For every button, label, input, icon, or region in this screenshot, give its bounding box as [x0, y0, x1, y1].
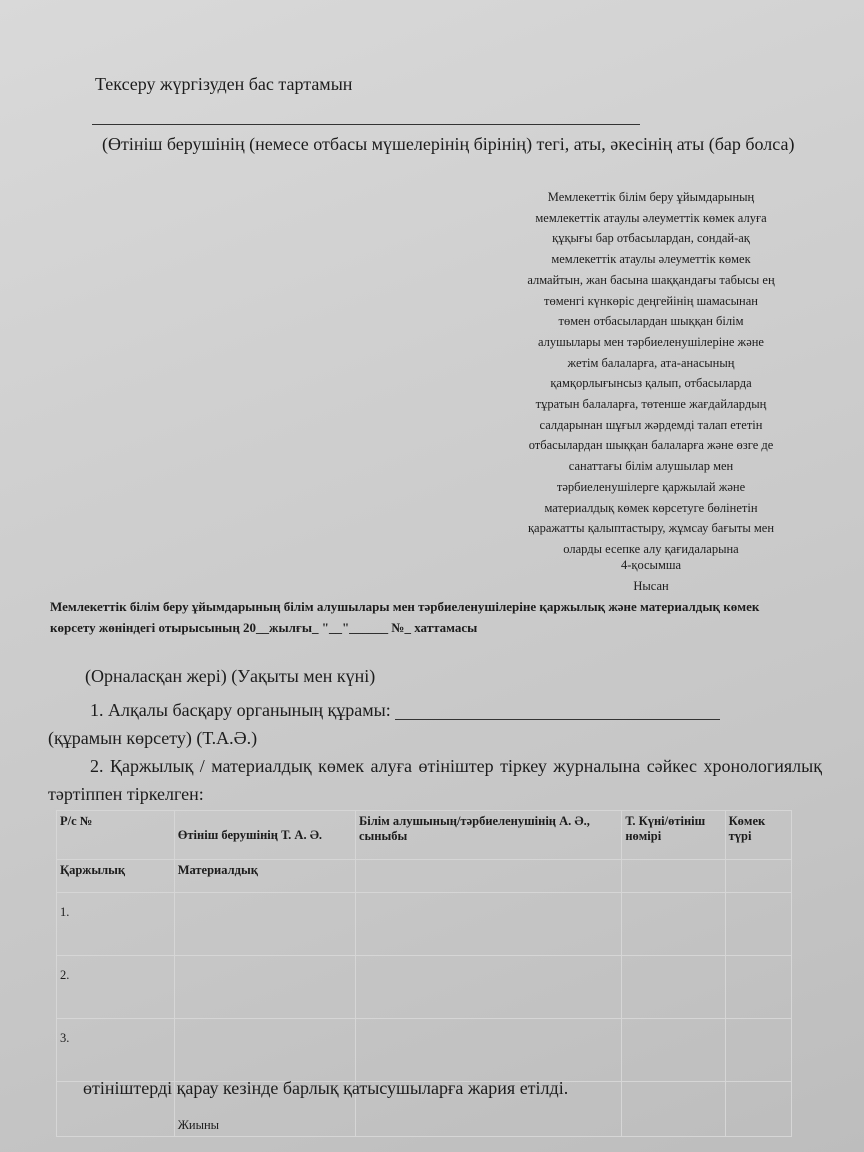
section-2-text: 2. Қаржылық / материалдық көмек алуға өтініштер тіркеу журналына сәйкес хронологиялық тәртіппен тіркелген:: [48, 756, 822, 804]
approval-line: қаражатты қалыптастыру, жұмсау бағыты мен: [527, 521, 775, 536]
row-number: 3.: [57, 1019, 175, 1082]
table-row: [57, 956, 792, 1019]
section-1-composition: [48, 696, 810, 752]
header-date: Т. Күні/өтініш нөмірі: [622, 811, 725, 860]
protocol-title: Мемлекеттік білім беру ұйымдарының білім алушылары мен тәрбиеленушілеріне қаржылық және материалдық көмек көрсету жөніндегі отырысының 20__жылғы_ "__"______ №_ хаттамасы: [50, 599, 760, 635]
disclosure-statement: өтініштерді қарау кезінде барлық қатысушыларға жария етілді.: [83, 1078, 569, 1098]
approval-line: мемлекеттік атаулы әлеуметтік көмек алуға: [535, 210, 767, 225]
approval-line: қамқорлығынсыз қалып, отбасыларда: [550, 376, 752, 391]
header-no: Р/с №: [57, 811, 175, 860]
row-number: 2.: [57, 956, 175, 1019]
approval-line: мемлекеттік атаулы әлеуметтік көмек: [551, 252, 751, 267]
approval-line: оларды есепке алу қағидаларына: [563, 541, 739, 556]
composition-blank: [395, 701, 720, 720]
approval-line: алушылары мен тәрбиеленушілеріне және: [538, 334, 764, 349]
approval-line: төменгі күнкөріс деңгейінің шамасынан: [544, 293, 758, 308]
row-number: 1.: [57, 893, 175, 956]
annex-number: 4-қосымша: [620, 558, 682, 572]
subheader-material: Материалдық: [174, 860, 355, 893]
approval-line: төмен отбасылардан шыққан білім: [558, 314, 744, 329]
header-student: Білім алушының/тәрбиеленушінің А. Ә., сыныбы: [356, 811, 622, 860]
location-datetime-line: (Орналасқан жері) (Уақыты мен күні): [85, 666, 376, 686]
approval-line: тәрбиеленушілерге қаржылай және: [556, 479, 746, 494]
approval-reference-block: [498, 187, 804, 560]
signature-line: [92, 124, 640, 125]
total-label: Жиыны: [174, 1082, 355, 1137]
table-row: [57, 893, 792, 956]
applicant-name-caption: (Өтініш берушінің (немесе отбасы мүшелерінің бірінің) тегі, аты, әкесінің аты (бар болса): [102, 134, 795, 154]
approval-line: алмайтын, жан басына шаққандағы табысы ең: [527, 272, 775, 287]
section-1-label: 1. Алқалы басқару органының құрамы:: [90, 700, 391, 720]
approval-line: отбасылардан шыққан балаларға және өзге де: [528, 438, 774, 453]
table-subheader-row: [57, 860, 792, 893]
approval-line: Мемлекеттік білім беру ұйымдарының: [547, 190, 755, 204]
form-label: Нысан: [633, 579, 669, 593]
section-1-note: (құрамын көрсету) (Т.А.Ә.): [48, 728, 258, 748]
approval-line: салдарынан шұғыл жәрдемді талап ететін: [539, 417, 763, 432]
section-1-line: [48, 696, 810, 724]
approval-line: жетім балаларға, ата-анасының: [567, 355, 735, 370]
table-header-row: [57, 811, 792, 860]
subheader-financial: Қаржылық: [57, 860, 175, 893]
table-row: [57, 1019, 792, 1082]
header-type: Көмек түрі: [725, 811, 791, 860]
header-applicant: Өтініш берушінің Т. А. Ә.: [174, 811, 355, 860]
approval-line: құқығы бар отбасылардан, сондай-ақ: [552, 231, 750, 246]
approval-line: санаттағы білім алушылар мен: [568, 459, 734, 474]
approval-line: тұратын балаларға, төтенше жағдайлардың: [535, 397, 767, 412]
approval-line: материалдық көмек көрсетуге бөлінетін: [544, 500, 758, 515]
refusal-statement: Тексеру жүргізуден бас тартамын: [95, 74, 353, 94]
